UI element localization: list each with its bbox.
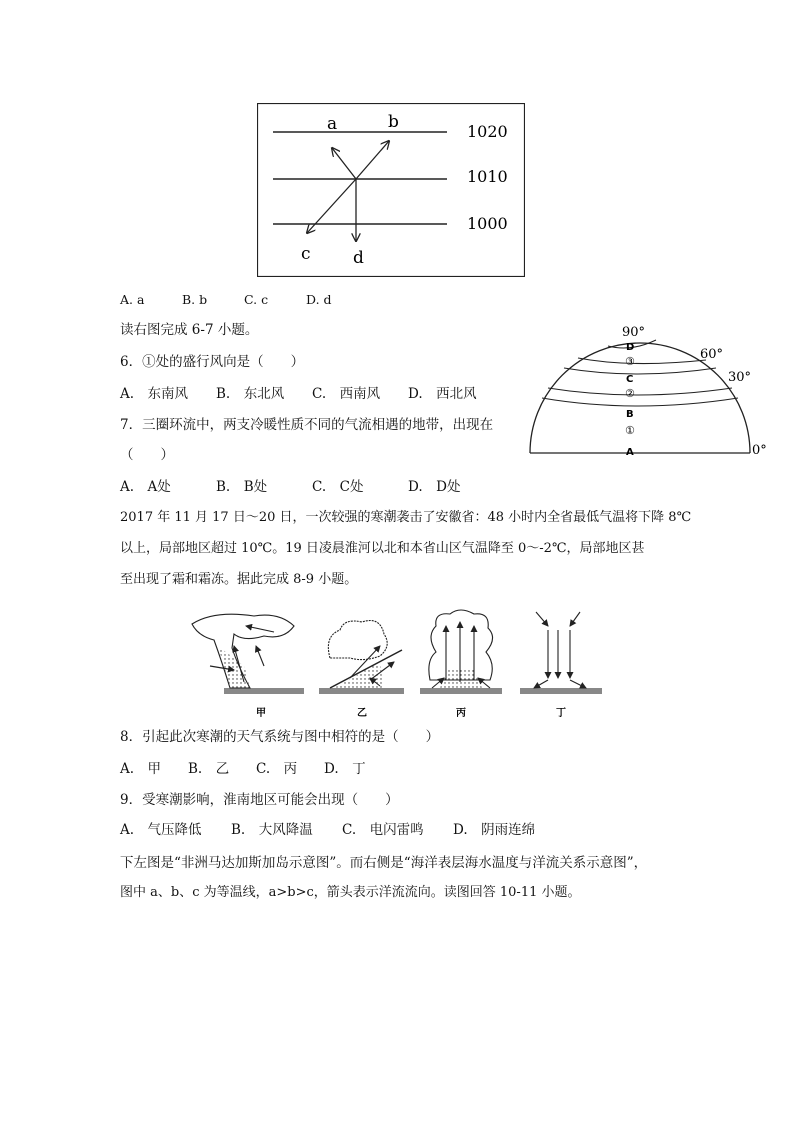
label-d: d xyxy=(353,248,364,268)
circulation-figure xyxy=(526,318,776,458)
caption-yi: 乙 xyxy=(357,708,367,719)
q5-options xyxy=(120,290,332,310)
q6-option-c: C. 西南风 xyxy=(312,386,381,402)
zone-3: ③ xyxy=(625,355,635,368)
zone-2: ② xyxy=(625,387,635,400)
lat-30: 30° xyxy=(728,370,752,385)
q5-option-d: D. d xyxy=(306,292,332,307)
q7-option-a: A. A处 xyxy=(120,479,171,495)
q9-options xyxy=(120,820,535,840)
zone-D: D xyxy=(626,342,635,353)
q6-options xyxy=(120,384,477,404)
zone-C: C xyxy=(626,374,634,385)
q8-option-a: A. 甲 xyxy=(120,761,162,777)
q6-option-d: D. 西北风 xyxy=(408,386,477,402)
q7-option-d: D. D处 xyxy=(408,479,461,495)
q8-option-b: B. 乙 xyxy=(188,761,230,777)
caption-bing: 丙 xyxy=(456,708,466,719)
q7-option-b: B. B处 xyxy=(216,479,268,495)
q7-options xyxy=(120,477,460,497)
weather-panel-jia xyxy=(192,614,304,719)
passage-8-9-line1: 2017 年 11 月 17 日～20 日，一次较强的寒潮袭击了安徽省：48 小时内全省最低气温将下降 8℃ xyxy=(120,510,692,525)
zone-1: ① xyxy=(625,424,635,437)
q9-option-d: D. 阴雨连绵 xyxy=(453,822,536,838)
q7-stem-line2: （ ） xyxy=(120,447,174,463)
q9-option-a: A. 气压降低 xyxy=(120,822,202,838)
pressure-1000: 1000 xyxy=(467,214,508,233)
intro-6-7: 读右图完成 6-7 小题。 xyxy=(120,322,259,338)
pressure-1020: 1020 xyxy=(467,122,508,141)
q7-option-c: C. C处 xyxy=(312,479,364,495)
q7-stem-line1: 7．三圈环流中，两支冷暖性质不同的气流相遇的地带，出现在 xyxy=(120,417,494,433)
q9-stem: 9．受寒潮影响，淮南地区可能会出现（ ） xyxy=(120,792,399,808)
q5-option-c: C. c xyxy=(244,292,269,307)
zone-A: A xyxy=(626,447,634,458)
q8-options xyxy=(120,759,366,779)
passage-8-9-line2: 以上，局部地区超过 10℃。19 日凌晨淮河以北和本省山区气温降至 0～-2℃，局部地区甚 xyxy=(120,541,645,556)
q8-option-c: C. 丙 xyxy=(256,761,298,777)
lat-0: 0° xyxy=(752,443,767,458)
passage-8-9-line3: 至出现了霜和霜冻。据此完成 8-9 小题。 xyxy=(120,572,358,587)
passage-10-11-line1: 下左图是“非洲马达加斯加岛示意图”。而右侧是“海洋表层海水温度与洋流关系示意图”， xyxy=(120,855,648,871)
q6-stem: 6．①处的盛行风向是（ ） xyxy=(120,354,305,370)
caption-jia: 甲 xyxy=(256,708,266,719)
isobar-figure xyxy=(257,103,525,277)
q6-option-b: B. 东北风 xyxy=(216,386,285,402)
weather-panel-ding xyxy=(520,612,602,719)
q9-option-c: C. 电闪雷鸣 xyxy=(342,822,424,838)
weather-panel-yi xyxy=(319,621,404,720)
q5-option-a: A. a xyxy=(120,292,145,307)
pressure-1010: 1010 xyxy=(467,167,508,186)
q6-option-a: A. 东南风 xyxy=(120,386,189,402)
q9-option-b: B. 大风降温 xyxy=(231,822,313,838)
label-a: a xyxy=(327,114,338,134)
lat-90: 90° xyxy=(622,325,646,340)
q8-option-d: D. 丁 xyxy=(324,761,366,777)
lat-60: 60° xyxy=(700,347,724,362)
label-c: c xyxy=(301,244,311,264)
weather-panel-bing xyxy=(420,610,502,719)
passage-10-11-line2: 图中 a、b、c 为等温线，a>b>c，箭头表示洋流流向。读图回答 10-11 小题。 xyxy=(120,885,581,900)
caption-ding: 丁 xyxy=(556,708,566,719)
q8-stem: 8．引起此次寒潮的天气系统与图中相符的是（ ） xyxy=(120,729,440,745)
q5-option-b: B. b xyxy=(182,292,208,307)
zone-B: B xyxy=(626,409,634,420)
label-b: b xyxy=(388,112,399,132)
weather-figure xyxy=(184,606,614,724)
